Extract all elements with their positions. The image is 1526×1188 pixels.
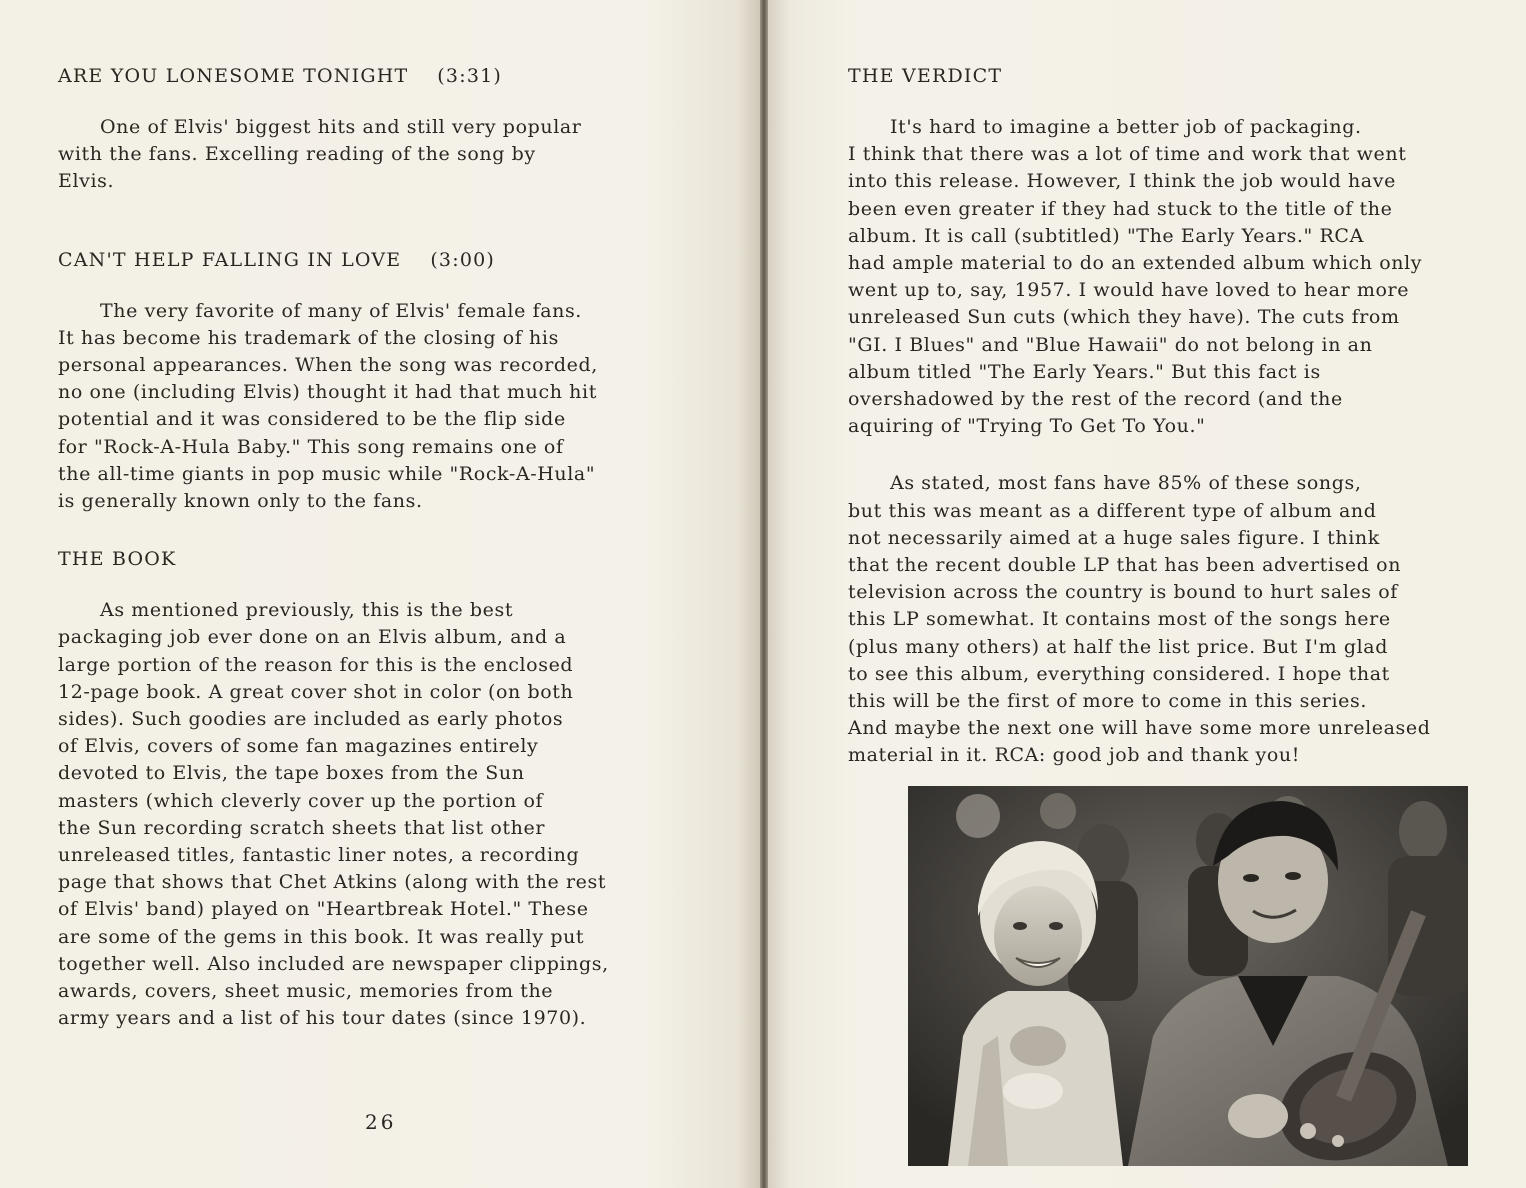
right-page-text-column <box>848 62 1518 800</box>
left-page-text-column <box>58 62 708 1062</box>
text-line: material in it. RCA: good job and thank you! <box>848 744 1300 767</box>
text-line: Elvis. <box>58 170 115 193</box>
text-line: album titled "The Early Years." But this fact is <box>848 360 1321 383</box>
section-heading-cant-help-falling-in-love: CAN'T HELP FALLING IN LOVE (3:00) <box>58 248 496 271</box>
text-line: with the fans. Excelling reading of the song by <box>58 143 536 166</box>
section-heading-the-book: THE BOOK <box>58 548 177 571</box>
section-heading-the-verdict: THE VERDICT <box>848 65 1003 87</box>
right-page <box>768 0 1526 1188</box>
text-line: this will be the first of more to come in this series. <box>848 690 1367 713</box>
text-line: army years and a list of his tour dates (since 1970). <box>58 1007 587 1030</box>
text-line: packaging job ever done on an Elvis album, and a <box>58 626 567 649</box>
text-line: into this release. However, I think the job would have <box>848 170 1396 193</box>
text-line: for "Rock-A-Hula Baby." This song remains one of <box>58 435 564 458</box>
text-line: aquiring of "Trying To Get To You." <box>848 415 1206 438</box>
text-line: I think that there was a lot of time and work that went <box>848 143 1407 166</box>
text-line: television across the country is bound to hurt sales of <box>848 581 1398 604</box>
text-line: potential and it was considered to be the flip side <box>58 408 566 431</box>
text-line: overshadowed by the rest of the record (and the <box>848 388 1343 411</box>
text-line: to see this album, everything considered. I hope that <box>848 662 1390 685</box>
text-line: together well. Also included are newspaper clippings, <box>58 952 609 975</box>
text-line: (plus many others) at half the list price. But I'm glad <box>848 635 1388 658</box>
text-line: album. It is call (subtitled) "The Early Years." RCA <box>848 224 1364 247</box>
book-gutter <box>760 0 768 1188</box>
text-line: personal appearances. When the song was recorded, <box>58 354 598 377</box>
photo-illustration <box>908 786 1468 1166</box>
text-line: 12-page book. A great cover shot in color (on both <box>58 680 574 703</box>
text-line: but this was meant as a different type of album and <box>848 499 1377 522</box>
section-heading-are-you-lonesome-tonight: ARE YOU LONESOME TONIGHT (3:31) <box>58 65 503 87</box>
section-paragraph-cant-help-falling-in-love <box>58 298 708 516</box>
section-paragraph-the-book <box>58 597 708 1032</box>
text-line: of Elvis, covers of some fan magazines entirely <box>58 735 539 758</box>
text-line: this LP somewhat. It contains most of the songs here <box>848 608 1391 631</box>
text-line: unreleased Sun cuts (which they have). The cuts from <box>848 306 1400 329</box>
text-line: had ample material to do an extended album which only <box>848 252 1423 275</box>
text-line: It has become his trademark of the closing of his <box>58 326 559 349</box>
text-line: are some of the gems in this book. It was really put <box>58 925 585 948</box>
text-line: large portion of the reason for this is the enclosed <box>58 653 574 676</box>
text-line: awards, covers, sheet music, memories from the <box>58 980 554 1003</box>
text-line: The very favorite of many of Elvis' female fans. <box>100 299 582 322</box>
text-line: the all-time giants in pop music while "Rock-A-Hula" <box>58 462 596 485</box>
text-line: that the recent double LP that has been advertised on <box>848 554 1402 577</box>
text-line: And maybe the next one will have some more unreleased <box>848 717 1431 740</box>
text-line: It's hard to imagine a better job of packaging. <box>890 116 1362 138</box>
text-line: the Sun recording scratch sheets that list other <box>58 816 545 839</box>
verdict-paragraph-1 <box>848 114 1518 440</box>
text-line: page that shows that Chet Atkins (along with the rest <box>58 871 607 894</box>
left-page <box>0 0 760 1188</box>
text-line: masters (which cleverly cover up the portion of <box>58 789 544 812</box>
text-line: "GI. I Blues" and "Blue Hawaii" do not belong in an <box>848 333 1373 356</box>
text-line: been even greater if they had stuck to the title of the <box>848 197 1393 220</box>
text-line: As mentioned previously, this is the best <box>100 599 514 622</box>
text-line: is generally known only to the fans. <box>58 490 423 513</box>
text-line: went up to, say, 1957. I would have loved to hear more <box>848 279 1410 302</box>
text-line: One of Elvis' biggest hits and still very popular <box>100 116 582 138</box>
text-line: not necessarily aimed at a huge sales figure. I think <box>848 526 1380 549</box>
section-paragraph-are-you-lonesome-tonight <box>58 114 708 196</box>
text-line: As stated, most fans have 85% of these songs, <box>890 472 1362 495</box>
verdict-paragraph-2 <box>848 470 1518 769</box>
text-line: unreleased titles, fantastic liner notes, a recording <box>58 844 580 867</box>
text-line: devoted to Elvis, the tape boxes from the Sun <box>58 762 525 785</box>
text-line: of Elvis' band) played on "Heartbreak Hotel." These <box>58 898 589 921</box>
page-number: 26 <box>365 1110 397 1134</box>
elvis-performance-photo <box>908 786 1468 1166</box>
text-line: no one (including Elvis) thought it had that much hit <box>58 381 597 404</box>
text-line: sides). Such goodies are included as early photos <box>58 708 564 731</box>
